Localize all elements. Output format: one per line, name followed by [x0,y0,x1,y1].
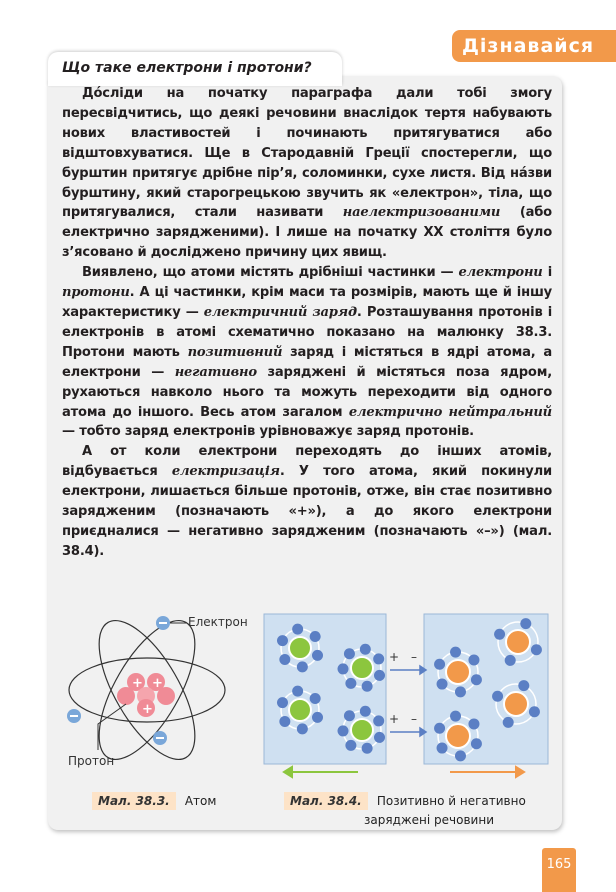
section-badge: Дізнавайся [452,30,616,62]
electron [520,618,531,629]
atom-diagram [60,608,270,778]
paragraph [62,84,552,263]
nucleus [117,673,175,717]
electron [279,654,290,665]
electron [362,681,373,692]
electron [374,670,385,681]
electron [279,716,290,727]
text-run: До́сліди на початку параграфа дали тобі змогу пересвідчитись, що деякі речовини внаслідок тертя набувають нових властивостей і починають притягуватися або відштовхуватися. Ще в Стародавній Греції спостерегли, що бурштин притягує дрібне пір’я, соломинки, сухе листя. Від на́зви бурштину, який старогрецькою звучить як «електрон», тіла, що притягувалися, стали називати [62,86,552,221]
atom-nucleus [446,724,470,748]
caption-text-line2: заряджені речовини [364,813,495,827]
electron [345,678,356,689]
negative-arrow [450,767,524,777]
charged-substances-figure [262,612,554,784]
electron [292,686,303,697]
electron [471,674,482,685]
minus-sign: – [411,712,417,726]
electron [531,644,542,655]
electron [338,725,349,736]
figure1-caption [92,790,216,809]
electron [312,650,323,661]
caption-number: Мал. 38.3. [92,792,176,810]
paragraph [62,263,552,442]
svg-text:+: + [142,702,153,717]
paragraph [62,442,552,561]
atom-nucleus [289,637,311,659]
text-run: . У того атома, який покинули електрони, лишається більше протонів, отже, він стає позитивно зарядженим (позначають «+»), а до якого електрони приєдналися — негативно зарядженим (позначають «–») (мал. 38.4). [62,464,553,559]
proton-label: Протон [68,754,115,768]
text-run: . А ці частинки, крім маси та розмірів, мають ще й іншу характеристику — [62,285,552,320]
positive-arrow [284,767,358,777]
plus-sign: + [389,712,400,726]
electron [494,629,505,640]
minus-sign: – [411,650,417,664]
plus-sign: + [389,650,400,664]
electron [471,738,482,749]
electron [297,661,308,672]
emphasis-term: електричний заряд [203,304,357,320]
text-run: . Розташування протонів і електронів в атомі схематично показано на малюнку 38.3. Протони мають [62,304,552,360]
svg-text:+: + [152,676,163,691]
electron [529,706,540,717]
emphasis-term: негативно [174,364,257,380]
electron [503,717,514,728]
caption-number: Мал. 38.4. [284,792,368,810]
emphasis-term: наелектризованими [342,205,501,221]
electron [373,653,384,664]
electron [455,750,466,761]
electron [492,691,503,702]
electron [297,723,308,734]
emphasis-term: позитивний [187,344,283,360]
electron [277,697,288,708]
emphasis-term: електрично нейтральний [348,404,553,420]
electron [437,743,448,754]
emphasis-term: електрони [458,265,543,281]
text-run: і [542,265,552,281]
electron [505,655,516,666]
text-run: Виявлено, що атоми містять дрібніші частинки — [82,265,459,281]
electron [345,740,356,751]
atom-nucleus [289,699,311,721]
electron [468,654,479,665]
body-text [62,84,552,562]
electron [292,624,303,635]
page-number: 165 [542,848,576,892]
electron [338,663,349,674]
svg-text:+: + [132,676,143,691]
electron-label: Електрон [188,615,248,629]
atom-nucleus [506,630,530,654]
electron [518,680,529,691]
electron [455,686,466,697]
electron [450,711,461,722]
electron [277,635,288,646]
electron [373,715,384,726]
text-run: А от коли електрони переходять до інших атомів, відбувається [62,444,552,480]
electron [374,732,385,743]
atom-nucleus [351,719,373,741]
figure2-caption [284,790,544,828]
electron [468,718,479,729]
atom-figure [60,608,270,778]
caption-text: Атом [184,794,217,808]
electron [434,659,445,670]
text-run: — тобто заряд електронів урівноважує заряд протонів. [62,424,474,440]
electron [360,644,371,655]
atom-nucleus [351,657,373,679]
electron [344,710,355,721]
electron [310,693,321,704]
charged-substances-diagram [262,612,554,784]
electron [312,712,323,723]
electron [310,631,321,642]
caption-text-line1: Позитивно й негативно [376,794,526,808]
text-run: (або електрично зарядженими). І лише на початку XX століття було з’ясовано й досліджено причину цих явищ. [62,205,552,261]
emphasis-term: електризація [171,464,280,480]
electron [360,706,371,717]
section-heading: Що таке електрони і протони? [62,60,312,76]
electron [344,648,355,659]
electron [434,723,445,734]
text-run: заряд і містяться в ядрі атома, а електрони — [62,344,553,380]
electron [362,743,373,754]
emphasis-term: протони [62,285,130,301]
atom-nucleus [504,692,528,716]
electron [450,647,461,658]
text-run: заряджені й містяться поза ядром, рухаються навколо нього та можуть переходити від одного атома до іншого. Весь атом загалом [62,364,552,420]
atom-nucleus [446,660,470,684]
electron [437,679,448,690]
